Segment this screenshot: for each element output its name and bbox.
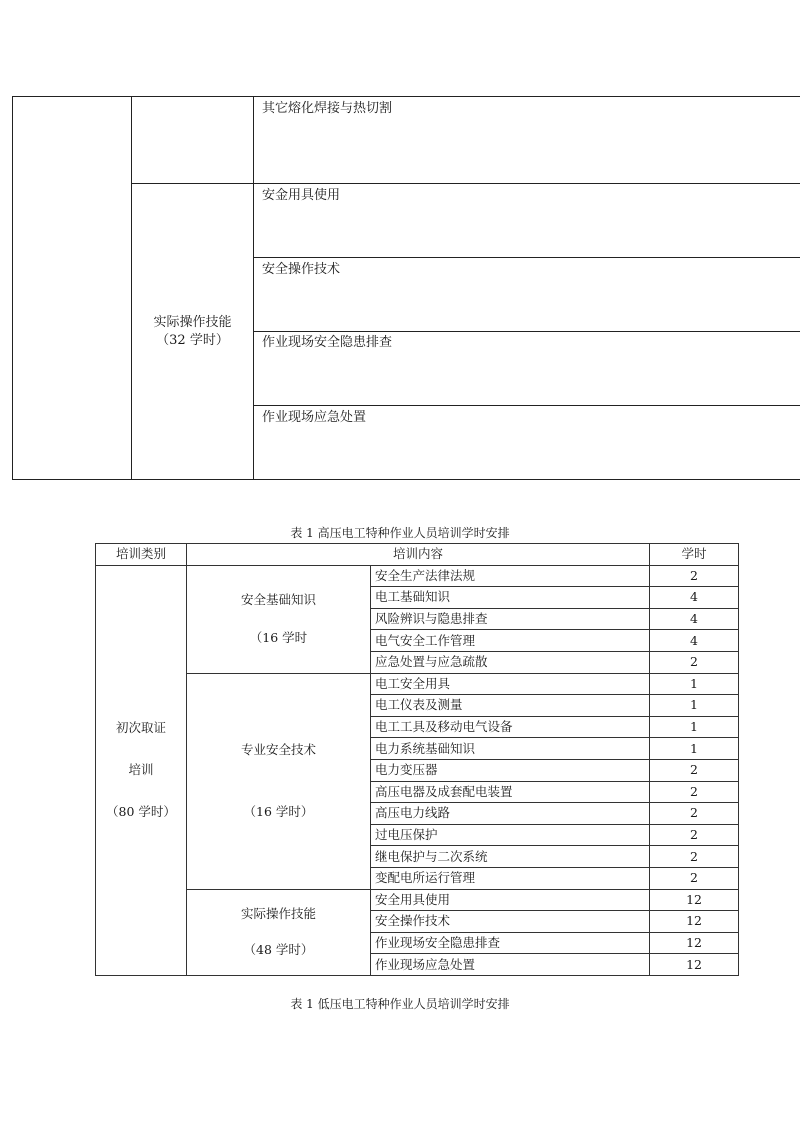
next-table-caption: 表 1 低压电工特种作业人员培训学时安排 [290, 997, 510, 1011]
upper-table-col2-divider [253, 96, 254, 480]
hours-cell: 12 [650, 932, 739, 954]
header-content: 培训内容 [187, 544, 650, 566]
upper-row-welding: 其它熔化焊接与热切割 [262, 101, 393, 116]
content-cell: 安全操作技术 [371, 911, 650, 933]
hours-cell: 12 [650, 954, 739, 976]
hours-cell: 2 [650, 824, 739, 846]
table-row [96, 565, 739, 587]
section-cell [187, 565, 371, 673]
upper-table-row-divider [131, 183, 800, 184]
category-line3: （80 学时） [106, 804, 176, 820]
hours-cell: 2 [650, 565, 739, 587]
content-cell: 电工工具及移动电气设备 [371, 716, 650, 738]
hours-cell: 2 [650, 759, 739, 781]
content-cell: 继电保护与二次系统 [371, 846, 650, 868]
section-cell [187, 673, 371, 889]
content-cell: 高压电力线路 [371, 803, 650, 825]
content-cell: 电力系统基础知识 [371, 738, 650, 760]
section-name: 专业安全技术 [240, 742, 316, 758]
section-name: 安全基础知识 [240, 592, 316, 608]
hours-cell: 2 [650, 651, 739, 673]
table-row [96, 889, 739, 911]
hours-cell: 1 [650, 716, 739, 738]
header-category: 培训类别 [96, 544, 187, 566]
hours-cell: 2 [650, 867, 739, 889]
content-cell: 作业现场应急处置 [371, 954, 650, 976]
content-cell: 过电压保护 [371, 824, 650, 846]
content-cell: 电工基础知识 [371, 587, 650, 609]
upper-table-col1-divider [131, 96, 132, 480]
hours-cell: 12 [650, 911, 739, 933]
section-name: 实际操作技能 [240, 906, 316, 922]
upper-skill-section-name: 实际操作技能 [153, 315, 232, 330]
table-caption: 表 1 高压电工特种作业人员培训学时安排 [290, 526, 510, 540]
hours-cell: 2 [650, 803, 739, 825]
hours-cell: 1 [650, 673, 739, 695]
hours-cell: 4 [650, 630, 739, 652]
upper-skill-section-hours: （32 学时） [156, 333, 229, 348]
header-hours: 学时 [650, 544, 739, 566]
training-category-cell [96, 565, 187, 975]
training-hours-table [95, 543, 739, 976]
content-cell: 电力变压器 [371, 759, 650, 781]
content-cell: 安全用具使用 [371, 889, 650, 911]
category-line1: 初次取证 [115, 720, 166, 736]
content-cell: 电工安全用具 [371, 673, 650, 695]
category-line2: 培训 [128, 762, 154, 778]
content-cell: 安全生产法律法规 [371, 565, 650, 587]
content-cell: 电工仪表及测量 [371, 695, 650, 717]
upper-table-row-divider [253, 331, 800, 332]
hours-cell: 1 [650, 738, 739, 760]
hours-cell: 4 [650, 608, 739, 630]
hours-cell: 2 [650, 781, 739, 803]
content-cell: 高压电器及成套配电装置 [371, 781, 650, 803]
upper-skill-item: 作业现场安全隐患排查 [262, 335, 393, 350]
upper-skill-item: 安全操作技术 [262, 262, 341, 277]
upper-table-left-border [12, 96, 13, 480]
upper-skill-item: 安金用具使用 [262, 188, 341, 203]
hours-cell: 4 [650, 587, 739, 609]
upper-table-row-divider [253, 405, 800, 406]
hours-cell: 1 [650, 695, 739, 717]
content-cell: 风险辨识与隐患排查 [371, 608, 650, 630]
hours-cell: 12 [650, 889, 739, 911]
content-cell: 应急处置与应急疏散 [371, 651, 650, 673]
table-row [96, 673, 739, 695]
content-cell: 作业现场安全隐患排查 [371, 932, 650, 954]
hours-cell: 2 [650, 846, 739, 868]
section-hours: （48 学时） [243, 942, 314, 958]
section-hours: （16 学时） [243, 804, 314, 820]
upper-table-row-divider [253, 257, 800, 258]
upper-skill-item: 作业现场应急处置 [262, 410, 367, 425]
section-cell [187, 889, 371, 975]
section-hours: （16 学时 [249, 630, 308, 646]
content-cell: 电气安全工作管理 [371, 630, 650, 652]
content-cell: 变配电所运行管理 [371, 867, 650, 889]
table-header-row [96, 544, 739, 566]
